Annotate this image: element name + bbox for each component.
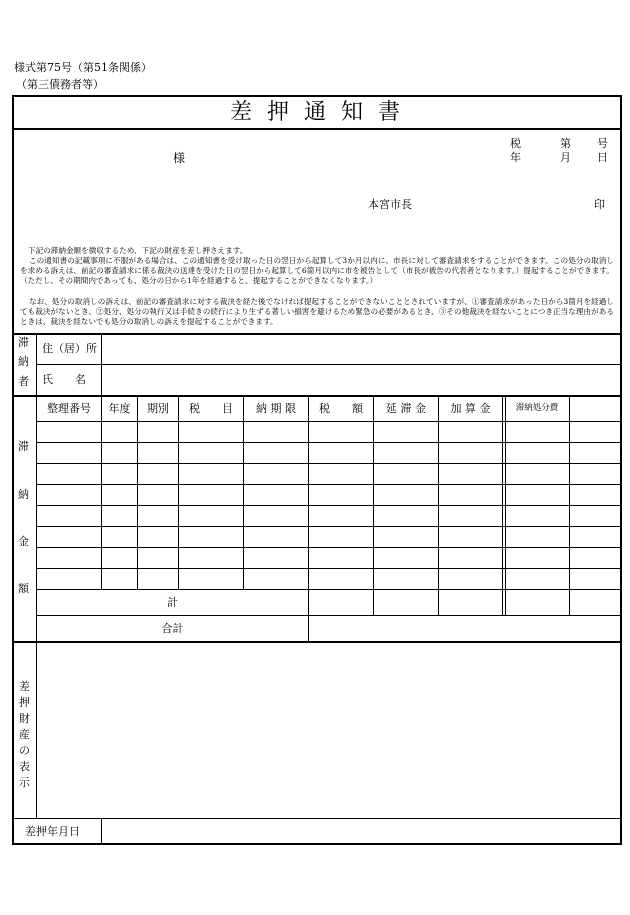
column-header: 年度 (108, 402, 131, 415)
divider (373, 395, 374, 615)
seizure-date-label: 差押年月日 (25, 825, 80, 838)
taxpayer-side-char: 納 (18, 355, 29, 368)
name-label: 氏 名 (42, 373, 86, 386)
divider (438, 395, 439, 615)
arrears-side-char: 納 (18, 488, 29, 501)
divider (505, 395, 506, 615)
date-tsuki: 月 (560, 151, 571, 164)
divider (36, 526, 622, 527)
taxpayer-side-char: 滞 (18, 336, 29, 349)
divider (36, 442, 622, 443)
divider (569, 395, 570, 615)
property-side-char: 産 (19, 728, 30, 741)
total-label: 合計 (161, 622, 184, 635)
divider (137, 395, 138, 589)
column-header: 税 目 (189, 402, 233, 415)
divider (308, 395, 309, 641)
form-frame (12, 95, 622, 845)
notice-appeal-paragraph: この通知書の記載事項に不服がある場合は、この通知書を受け取った日の翌日から起算して3か月以内に、市長に対して審査請求をすることができます。この処分の取消しを求める訴えは、前記の審査請求に係る裁決の送達を受けた日の翌日から起算して6箇月以内に市を被告として（市長が被告の代表者となります。）提起することができます。（ただし、その期間内であっても、処分の日から1年を経過すると、提起することができなくなります。） (20, 256, 614, 286)
arrears-side-char: 滞 (18, 440, 29, 453)
property-side-char: 財 (19, 712, 30, 725)
addressee-type: （第三債務者等） (16, 78, 104, 91)
divider (36, 547, 622, 548)
property-side-char: 示 (19, 776, 30, 789)
divider (36, 505, 622, 506)
form-number: 様式第75号（第51条関係） (14, 61, 152, 74)
column-header: 税 額 (319, 402, 363, 415)
property-side-char: 差 (19, 680, 30, 693)
address-label: 住（居）所 (42, 342, 97, 355)
divider (36, 484, 622, 485)
subtotal-label: 計 (167, 596, 178, 609)
divider (36, 364, 622, 365)
divider (36, 615, 622, 616)
property-side-char: 表 (19, 760, 30, 773)
notice-lawsuit-paragraph: なお、処分の取消しの訴えは、前記の審査請求に対する裁決を経た後でなければ提起することができないこととされていますが、①審査請求があった日から3箇月を経過しても裁決がないとき、②処分、処分の執行又は手続きの続行により生ずる著しい損害を避けるため緊急の必要があるとき、③その他裁決を経ないことにつき正当な理由があるときは、裁決を経ないでも処分の取消しの訴えを提起することができます。 (20, 297, 614, 327)
date-nen: 年 (510, 151, 521, 164)
divider (36, 568, 622, 569)
divider (36, 641, 37, 818)
divider (36, 421, 622, 422)
arrears-side-char: 額 (18, 582, 29, 595)
mayor-name: 本宮市長 (368, 198, 412, 211)
divider (12, 128, 622, 130)
divider (101, 395, 102, 589)
addressee-sama: 様 (173, 151, 186, 165)
ref-go: 号 (597, 137, 608, 150)
divider (12, 818, 622, 819)
ref-dai: 第 (560, 137, 571, 150)
column-header: 期別 (147, 402, 169, 415)
divider (178, 395, 179, 589)
property-side-char: 押 (19, 696, 30, 709)
divider (36, 589, 622, 590)
divider (101, 818, 102, 845)
ref-zei: 税 (510, 137, 521, 150)
divider (12, 395, 622, 397)
date-hi: 日 (597, 151, 608, 164)
divider (243, 395, 244, 589)
notice-line1: 下記の滞納金額を徴収するため、下記の財産を差し押さえます。 (28, 246, 248, 255)
divider (502, 395, 503, 615)
column-header: 加 算 金 (450, 402, 491, 415)
form-title: 差 押 通 知 書 (230, 100, 404, 125)
divider (36, 463, 622, 464)
column-header: 延 滞 金 (386, 402, 426, 415)
column-header: 整理番号 (47, 402, 91, 415)
seal-mark: 印 (594, 198, 605, 211)
column-header: 納 期 限 (256, 402, 296, 415)
property-side-char: の (19, 744, 30, 757)
divider (12, 333, 622, 335)
divider (12, 641, 622, 643)
taxpayer-side-char: 者 (18, 375, 29, 388)
column-header: 滞納処分費 (515, 403, 559, 413)
arrears-side-char: 金 (18, 535, 29, 548)
